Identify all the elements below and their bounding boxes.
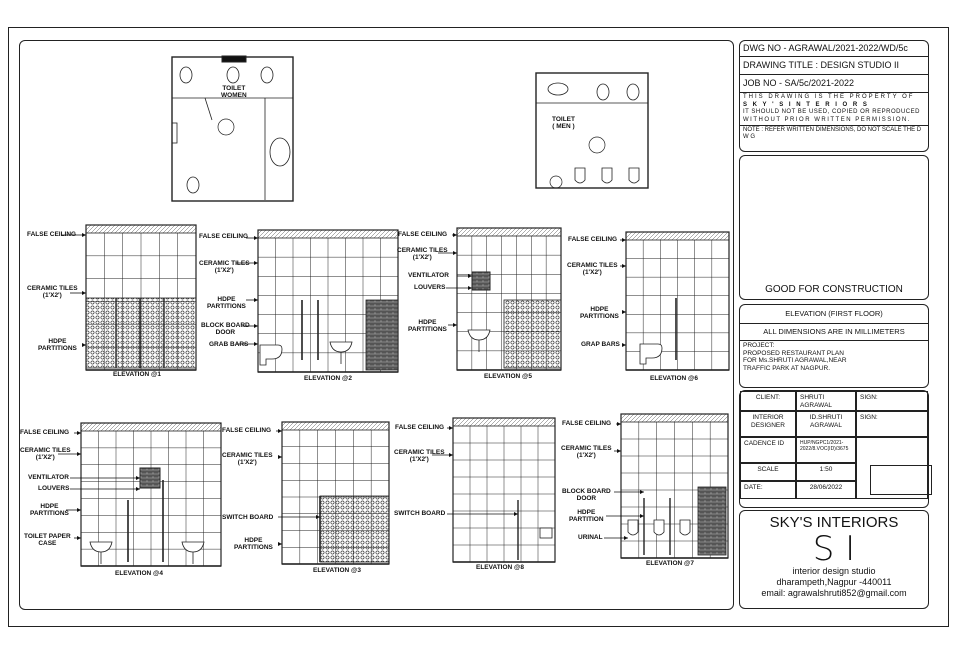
e7-door-label: BLOCK BOARD DOOR	[562, 488, 611, 502]
plan-men-urinal-2	[629, 168, 639, 183]
e1-caption: ELEVATION @1	[113, 371, 161, 378]
status-text: GOOD FOR CONSTRUCTION	[765, 284, 903, 295]
e6-ceramic-tiles-label: CERAMIC TILES (1'X2')	[567, 262, 618, 276]
e4-false-ceiling-band	[81, 423, 221, 431]
plan-men-wc-1	[627, 84, 639, 100]
e5-false-ceiling-band	[457, 228, 561, 236]
e6-grap-bars-label: GRAP BARS	[581, 341, 620, 348]
e7-hdpe-label: HDPE PARTITION	[569, 509, 604, 523]
e5-ceramic-tiles-label: CERAMIC TILES (1'X2')	[397, 247, 448, 261]
project-description: PROJECT: PROPOSED RESTAURANT PLAN FOR Ms.SHRUTI AGRAWAL,NEAR TRAFFIC PARK AT NAGPUR.	[743, 342, 847, 372]
e5-ventilator-label: VENTILATOR	[408, 272, 449, 279]
e6-hdpe-label: HDPE PARTITIONS	[580, 306, 619, 320]
e6-caption: ELEVATION @6	[650, 375, 698, 382]
sheet-title: ELEVATION (FIRST FLOOR)	[740, 305, 928, 324]
e7-urinal-2	[680, 520, 690, 535]
plan-men-basin	[548, 83, 568, 95]
plan-women-wc-bottom	[187, 177, 199, 193]
e2-basin	[330, 342, 352, 352]
e2-hdpe-label: HDPE PARTITIONS	[207, 296, 246, 310]
e4-ventilator-label: VENTILATOR	[28, 474, 69, 481]
designer-sign-label: SIGN:	[856, 411, 928, 437]
plan-women-wc-1	[227, 67, 239, 83]
date-label: DATE:	[740, 481, 796, 499]
e3-caption: ELEVATION @3	[313, 567, 361, 574]
e8-false-ceiling-label: FALSE CEILING	[395, 424, 445, 431]
plan-men-label: TOILET ( MEN )	[552, 116, 575, 130]
e2-grab-bars-label: GRAB BARS	[209, 341, 249, 348]
e3-ceramic-tiles-label: CERAMIC TILES (1'X2')	[222, 452, 273, 466]
e7-door-panel	[698, 487, 726, 555]
scale-label: SCALE	[740, 463, 796, 481]
e4-basin-left	[90, 542, 112, 552]
e7-urinal-1	[654, 520, 664, 535]
cadence-label: CADENCE ID	[740, 437, 796, 463]
e4-hdpe-label: HDPE PARTITIONS	[30, 503, 69, 517]
e7-false-ceiling-band	[621, 414, 728, 422]
e2-caption: ELEVATION @2	[304, 375, 352, 382]
property-line-1: THIS DRAWING IS THE PROPERTY OF	[743, 94, 915, 100]
client-label: CLIENT:	[740, 391, 796, 411]
e1-ceramic-tiles-label: CERAMIC TILES (1'X2')	[27, 285, 78, 299]
date-value: 28/06/2022	[796, 481, 856, 499]
e1-false-ceiling-label: FALSE CEILING	[27, 231, 77, 238]
e4-ventilator	[140, 468, 160, 488]
drawing-title: DRAWING TITLE : DESIGN STUDIO II	[740, 57, 928, 75]
e8-false-ceiling-band	[453, 418, 555, 426]
e3-switch-board-label: SWITCH BOARD	[222, 514, 274, 521]
plan-men-wc-0	[597, 84, 609, 100]
e8-switch-board-label: SWITCH BOARD	[394, 510, 446, 517]
e2-false-ceiling-label: FALSE CEILING	[199, 233, 249, 240]
dwg-no: DWG NO - AGRAWAL/2021-2022/WD/5c	[740, 41, 928, 57]
e5-false-ceiling-label: FALSE CEILING	[398, 231, 448, 238]
plan-women-label: TOILET WOMEN	[221, 85, 247, 99]
plan-men-urinal-0	[575, 168, 585, 183]
client-sign-label: SIGN:	[856, 391, 928, 411]
e4-paper-case-label: TOILET PAPER CASE	[24, 533, 71, 547]
e4-false-ceiling-label: FALSE CEILING	[20, 429, 70, 436]
firm-name: SKY'S INTERIORS	[769, 514, 899, 531]
plan-women-wc-0	[180, 67, 192, 83]
cadence-value: HUP/NGPC1/2021-2022/8.VOC(ID)/3675	[796, 437, 856, 463]
e5-hdpe-partitions	[504, 300, 561, 368]
e6-false-ceiling-band	[626, 232, 729, 240]
e7-caption: ELEVATION @7	[646, 560, 694, 567]
e2-ceramic-tiles-label: CERAMIC TILES (1'X2')	[199, 260, 250, 274]
e5-louvers-label: LOUVERS	[414, 284, 446, 291]
client-value: SHRUTI AGRAWAL	[796, 391, 856, 411]
scale-note: NOTE : REFER WRITTEN DIMENSIONS, DO NOT SCALE THE D W G	[743, 127, 922, 140]
e2-door-panel	[366, 300, 398, 370]
e7-urinal-0	[628, 520, 638, 535]
firm-email: email: agrawalshruti852@gmail.com	[761, 588, 907, 598]
job-no: JOB NO - SA/5c/2021-2022	[740, 75, 928, 93]
plan-men-urinal-1	[602, 168, 612, 183]
plan-men-section-marker	[550, 176, 562, 188]
property-line-3: IT SHOULD NOT BE USED, COPIED OR REPRODUCED	[743, 109, 920, 115]
e7-urinal-label: URINAL	[578, 534, 603, 541]
e5-hdpe-label: HDPE PARTITIONS	[408, 319, 447, 333]
e1-hdpe-label: HDPE PARTITIONS	[38, 338, 77, 352]
e8-ceramic-tiles-label: CERAMIC TILES (1'X2')	[394, 449, 445, 463]
firm-address: dharampeth,Nagpur -440011	[776, 577, 892, 587]
firm-logo: S I	[812, 529, 856, 569]
e2-door-label: BLOCK BOARD DOOR	[201, 322, 250, 336]
property-line-2: S K Y ' S I N T E R I O R S	[743, 101, 869, 108]
plan-women-outline	[172, 57, 293, 201]
property-line-4: WITHOUT PRIOR WRITTEN PERMISSION.	[743, 116, 912, 123]
e3-false-ceiling-label: FALSE CEILING	[222, 427, 272, 434]
e8-caption: ELEVATION @8	[476, 564, 524, 571]
plan-women-drain-icon	[218, 119, 234, 135]
plan-women-wc-2	[261, 67, 273, 83]
scale-value: 1:50	[796, 463, 856, 481]
e3-hdpe-partitions	[320, 496, 389, 562]
e8-switch-board	[540, 528, 552, 538]
e5-caption: ELEVATION @5	[484, 373, 532, 380]
plan-women-basin	[270, 138, 290, 166]
plan-women-window	[172, 123, 177, 143]
e4-louvers-label: LOUVERS	[38, 485, 70, 492]
e7-ceramic-tiles-label: CERAMIC TILES (1'X2')	[561, 445, 612, 459]
e3-false-ceiling-band	[282, 422, 389, 430]
e2-false-ceiling-band	[258, 230, 398, 238]
e5-ventilator	[472, 272, 490, 290]
e4-ceramic-tiles-label: CERAMIC TILES (1'X2')	[20, 447, 71, 461]
designer-value: ID.SHRUTI AGRAWAL	[796, 411, 856, 437]
e6-wc	[640, 344, 662, 364]
e3-hdpe-label: HDPE PARTITIONS	[234, 537, 273, 551]
e2-wc	[260, 345, 282, 365]
plan-women-door	[222, 56, 246, 62]
designer-label: INTERIOR DESIGNER	[740, 411, 796, 437]
e7-false-ceiling-label: FALSE CEILING	[562, 420, 612, 427]
firm-tagline: interior design studio	[792, 566, 876, 576]
plan-men-drain-icon	[589, 137, 605, 153]
e1-hdpe-partitions	[86, 298, 196, 368]
dimensions-note: ALL DIMENSIONS ARE IN MILLIMETERS	[740, 324, 928, 341]
e4-caption: ELEVATION @4	[115, 570, 163, 577]
e1-false-ceiling-band	[86, 225, 196, 233]
plan-women-door-swing	[205, 98, 212, 120]
e6-false-ceiling-label: FALSE CEILING	[568, 236, 618, 243]
e4-basin-right	[182, 542, 204, 552]
